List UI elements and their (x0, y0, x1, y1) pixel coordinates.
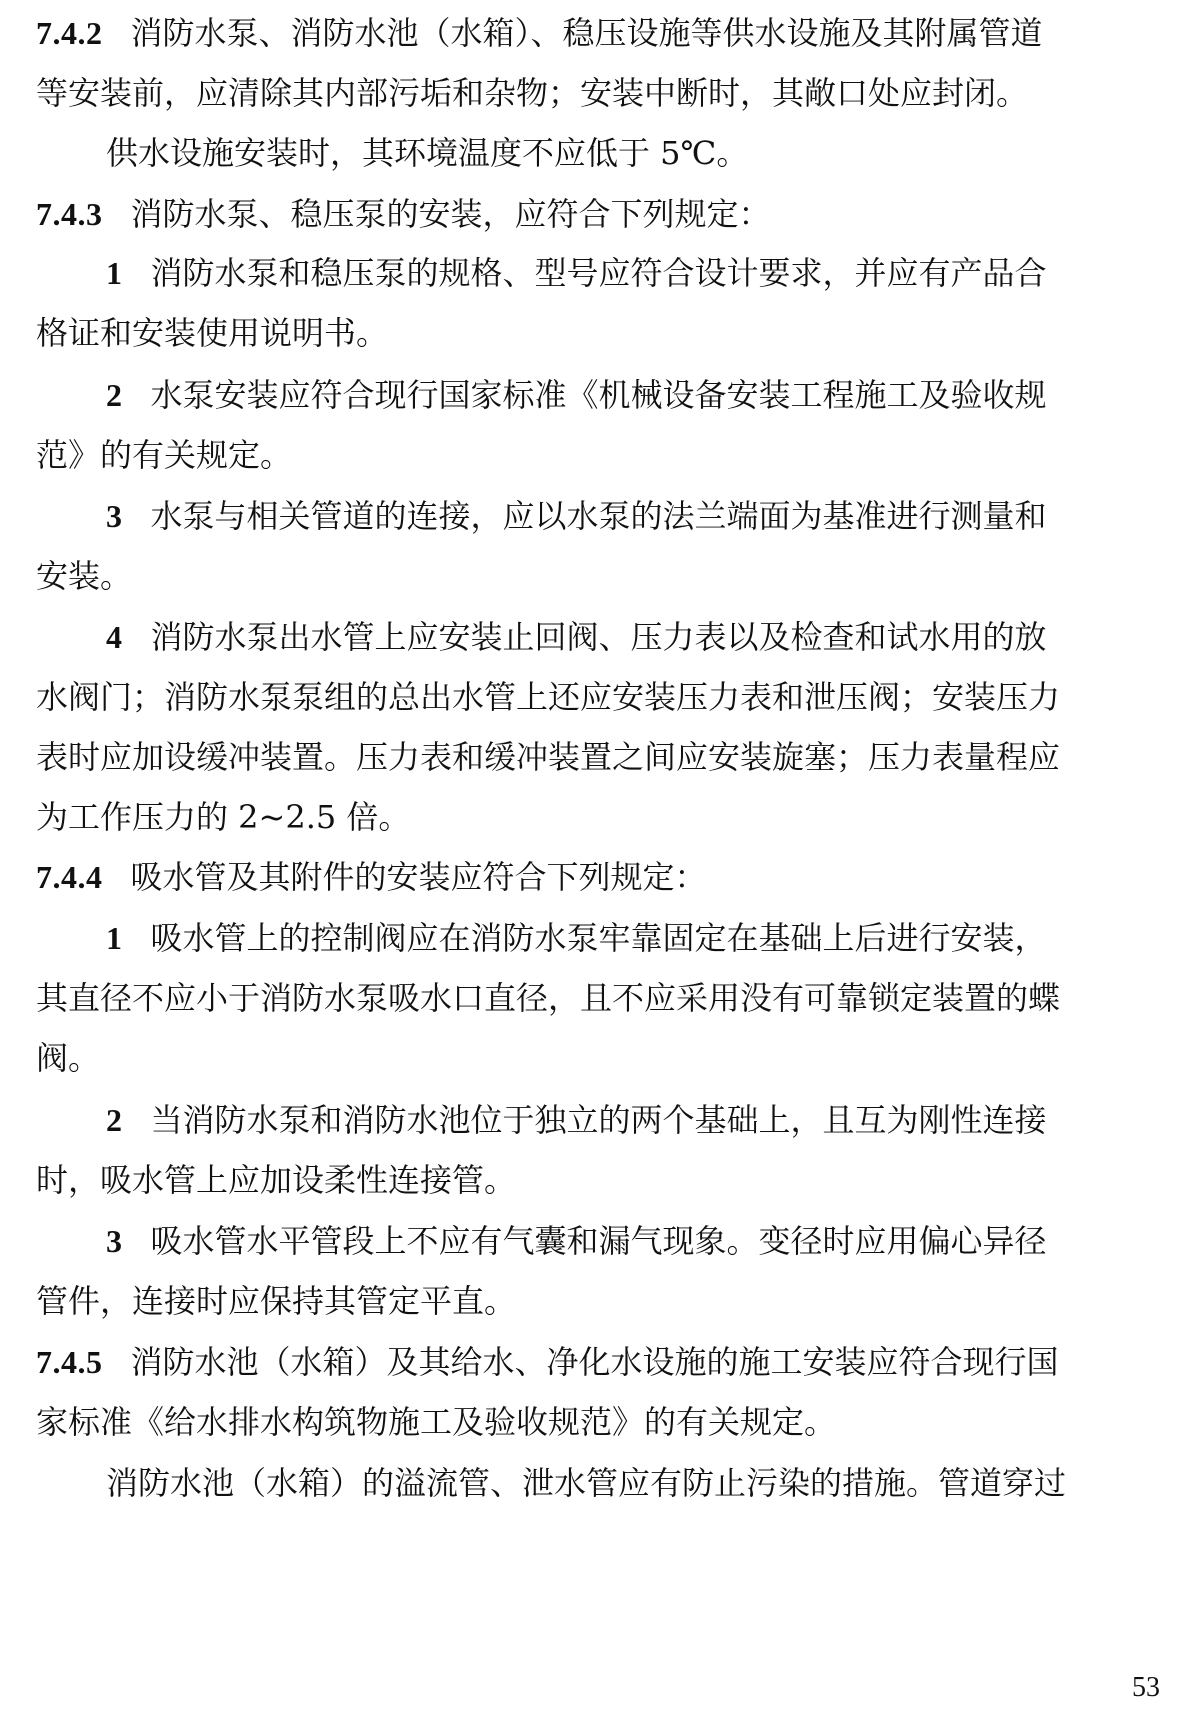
clause-7-4-5-line-2: 家标准《给水排水构筑物施工及验收规范》的有关规定。 (36, 1403, 837, 1441)
item-7-4-4-3-line-1 (36, 1208, 1200, 1275)
clause-7-4-5-paragraph-2: 消防水池（水箱）的溢流管、泄水管应有防止污染的措施。管道穿过 (106, 1464, 1067, 1502)
clause-7-4-2-line-1 (36, 0, 1164, 67)
item-7-4-4-3-line-2: 管件，连接时应保持其管定平直。 (36, 1282, 517, 1320)
item-7-4-4-1-line-2: 其直径不应小于消防水泵吸水口直径，且不应采用没有可靠锁定装置的蝶 (36, 979, 1061, 1017)
item-7-4-3-4-line-3: 表时应加设缓冲装置。压力表和缓冲装置之间应安装旋塞；压力表量程应 (36, 738, 1061, 776)
item-text: 消防水泵出水管上应安装止回阀、压力表以及检查和试水用的放 (150, 618, 1047, 656)
item-7-4-3-1-line-1 (36, 240, 1200, 307)
item-number: 1 (106, 255, 123, 291)
item-number: 2 (106, 1102, 123, 1138)
item-text: 吸水管水平管段上不应有气囊和漏气现象。变径时应用偏心异径 (150, 1222, 1047, 1260)
item-number: 3 (106, 498, 123, 534)
item-number: 4 (106, 619, 123, 655)
item-text: 水泵安装应符合现行国家标准《机械设备安装工程施工及验收规 (150, 376, 1047, 414)
clause-number: 7.4.5 (36, 1344, 103, 1380)
clause-7-4-3-heading (36, 181, 1164, 248)
item-7-4-3-3-line-2: 安装。 (36, 557, 133, 595)
clause-number: 7.4.4 (36, 859, 103, 895)
item-7-4-4-1-line-3: 阀。 (36, 1039, 101, 1077)
clause-7-4-2-line-2: 等安装前，应清除其内部污垢和杂物；安装中断时，其敞口处应封闭。 (36, 74, 1029, 112)
item-7-4-3-2-line-2: 范》的有关规定。 (36, 436, 293, 474)
item-7-4-4-2-line-2: 时，吸水管上应加设柔性连接管。 (36, 1161, 517, 1199)
clause-7-4-2-paragraph-2: 供水设施安装时，其环境温度不应低于 5℃。 (106, 134, 749, 172)
item-text: 消防水泵和稳压泵的规格、型号应符合设计要求，并应有产品合 (150, 254, 1047, 292)
clause-7-4-5-line-1 (36, 1329, 1164, 1396)
item-7-4-3-3-line-1 (36, 483, 1200, 550)
item-7-4-3-1-line-2: 格证和安装使用说明书。 (36, 314, 389, 352)
clause-7-4-4-heading (36, 844, 1164, 911)
item-7-4-4-1-line-1 (36, 905, 1200, 972)
clause-text: 消防水池（水箱）及其给水、净化水设施的施工安装应符合现行国 (130, 1343, 1059, 1381)
item-number: 3 (106, 1223, 123, 1259)
item-7-4-4-2-line-1 (36, 1087, 1200, 1154)
clause-text: 消防水泵、消防水池（水箱）、稳压设施等供水设施及其附属管道 (130, 14, 1043, 52)
item-number: 1 (106, 920, 123, 956)
item-text: 水泵与相关管道的连接，应以水泵的法兰端面为基准进行测量和 (150, 497, 1047, 535)
clause-text: 吸水管及其附件的安装应符合下列规定： (130, 858, 707, 896)
item-number: 2 (106, 377, 123, 413)
clause-text: 消防水泵、稳压泵的安装，应符合下列规定： (130, 195, 771, 233)
item-7-4-3-2-line-1 (36, 362, 1200, 429)
page-number: 53 (1132, 1672, 1160, 1703)
item-7-4-3-4-line-4: 为工作压力的 2~2.5 倍。 (36, 798, 411, 836)
item-7-4-3-4-line-2: 水阀门；消防水泵泵组的总出水管上还应安装压力表和泄压阀；安装压力 (36, 678, 1061, 716)
item-text: 吸水管上的控制阀应在消防水泵牢靠固定在基础上后进行安装， (150, 919, 1047, 957)
item-text: 当消防水泵和消防水池位于独立的两个基础上，且互为刚性连接 (150, 1101, 1047, 1139)
clause-number: 7.4.2 (36, 15, 103, 51)
clause-number: 7.4.3 (36, 196, 103, 232)
item-7-4-3-4-line-1 (36, 604, 1200, 671)
